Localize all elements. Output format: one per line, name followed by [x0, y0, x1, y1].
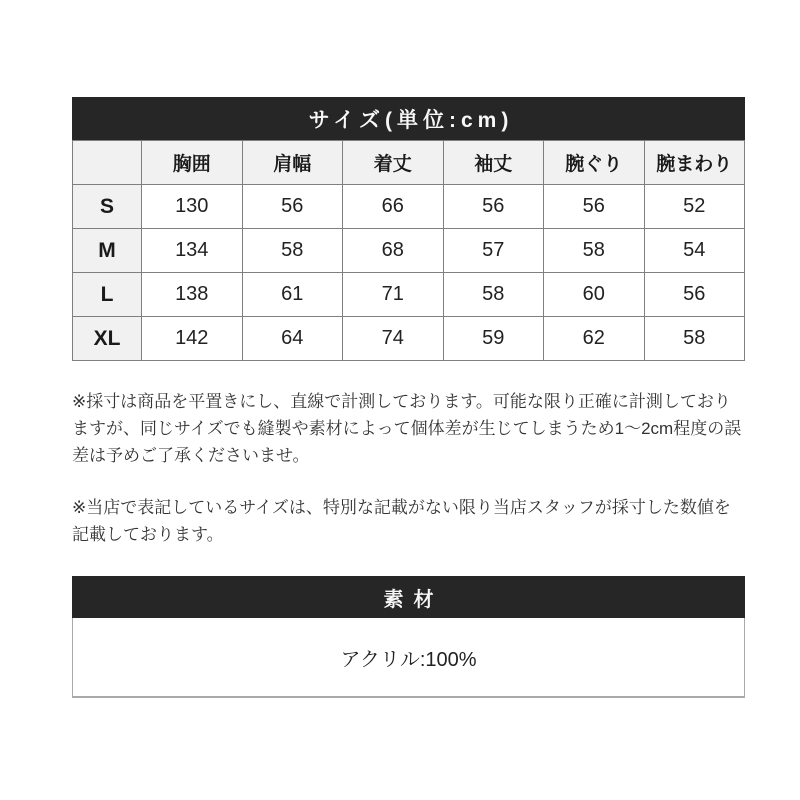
cell-l-chest: 138 — [142, 273, 243, 317]
cell-xl-chest: 142 — [142, 317, 243, 361]
row-label-l: L — [73, 273, 142, 317]
table-row-s — [73, 185, 745, 229]
column-header-sleeve: 袖丈 — [443, 141, 544, 185]
cell-l-shoulder: 61 — [242, 273, 343, 317]
cell-l-sleeve: 58 — [443, 273, 544, 317]
cell-s-armhole: 56 — [544, 185, 645, 229]
cell-xl-arm-circumference: 58 — [644, 317, 745, 361]
size-table-section — [72, 97, 745, 361]
material-section — [72, 576, 745, 698]
column-header-chest: 胸囲 — [142, 141, 243, 185]
column-header-arm-circumference: 腕まわり — [644, 141, 745, 185]
table-row-l — [73, 273, 745, 317]
table-row-m — [73, 229, 745, 273]
cell-s-length: 66 — [343, 185, 444, 229]
column-header-length: 着丈 — [343, 141, 444, 185]
size-table-header-row — [73, 141, 745, 185]
cell-m-shoulder: 58 — [242, 229, 343, 273]
cell-m-armhole: 58 — [544, 229, 645, 273]
cell-m-length: 68 — [343, 229, 444, 273]
row-label-xl: XL — [73, 317, 142, 361]
size-table-title: サイズ(単位:cm) — [72, 97, 745, 140]
cell-s-shoulder: 56 — [242, 185, 343, 229]
row-label-m: M — [73, 229, 142, 273]
cell-xl-shoulder: 64 — [242, 317, 343, 361]
cell-s-chest: 130 — [142, 185, 243, 229]
cell-xl-sleeve: 59 — [443, 317, 544, 361]
cell-m-chest: 134 — [142, 229, 243, 273]
table-row-xl — [73, 317, 745, 361]
cell-s-arm-circumference: 52 — [644, 185, 745, 229]
column-header-shoulder: 肩幅 — [242, 141, 343, 185]
row-label-s: S — [73, 185, 142, 229]
material-value: アクリル:100% — [72, 618, 745, 698]
cell-xl-armhole: 62 — [544, 317, 645, 361]
cell-m-arm-circumference: 54 — [644, 229, 745, 273]
corner-cell — [73, 141, 142, 185]
cell-s-sleeve: 56 — [443, 185, 544, 229]
cell-l-armhole: 60 — [544, 273, 645, 317]
size-table — [72, 140, 745, 361]
material-title: 素材 — [72, 576, 745, 618]
measurement-disclaimer-note: ※採寸は商品を平置きにし、直線で計測しております。可能な限り正確に計測しておりますが、同じサイズでも縫製や素材によって個体差が生じてしまうため1〜2cm程度の誤差は予めご了承くださいませ。 — [72, 392, 742, 465]
cell-l-length: 71 — [343, 273, 444, 317]
staff-measurement-note: ※当店で表記しているサイズは、特別な記載がない限り当店スタッフが採寸した数値を記載しております。 — [72, 498, 731, 544]
cell-xl-length: 74 — [343, 317, 444, 361]
cell-m-sleeve: 57 — [443, 229, 544, 273]
cell-l-arm-circumference: 56 — [644, 273, 745, 317]
column-header-armhole: 腕ぐり — [544, 141, 645, 185]
